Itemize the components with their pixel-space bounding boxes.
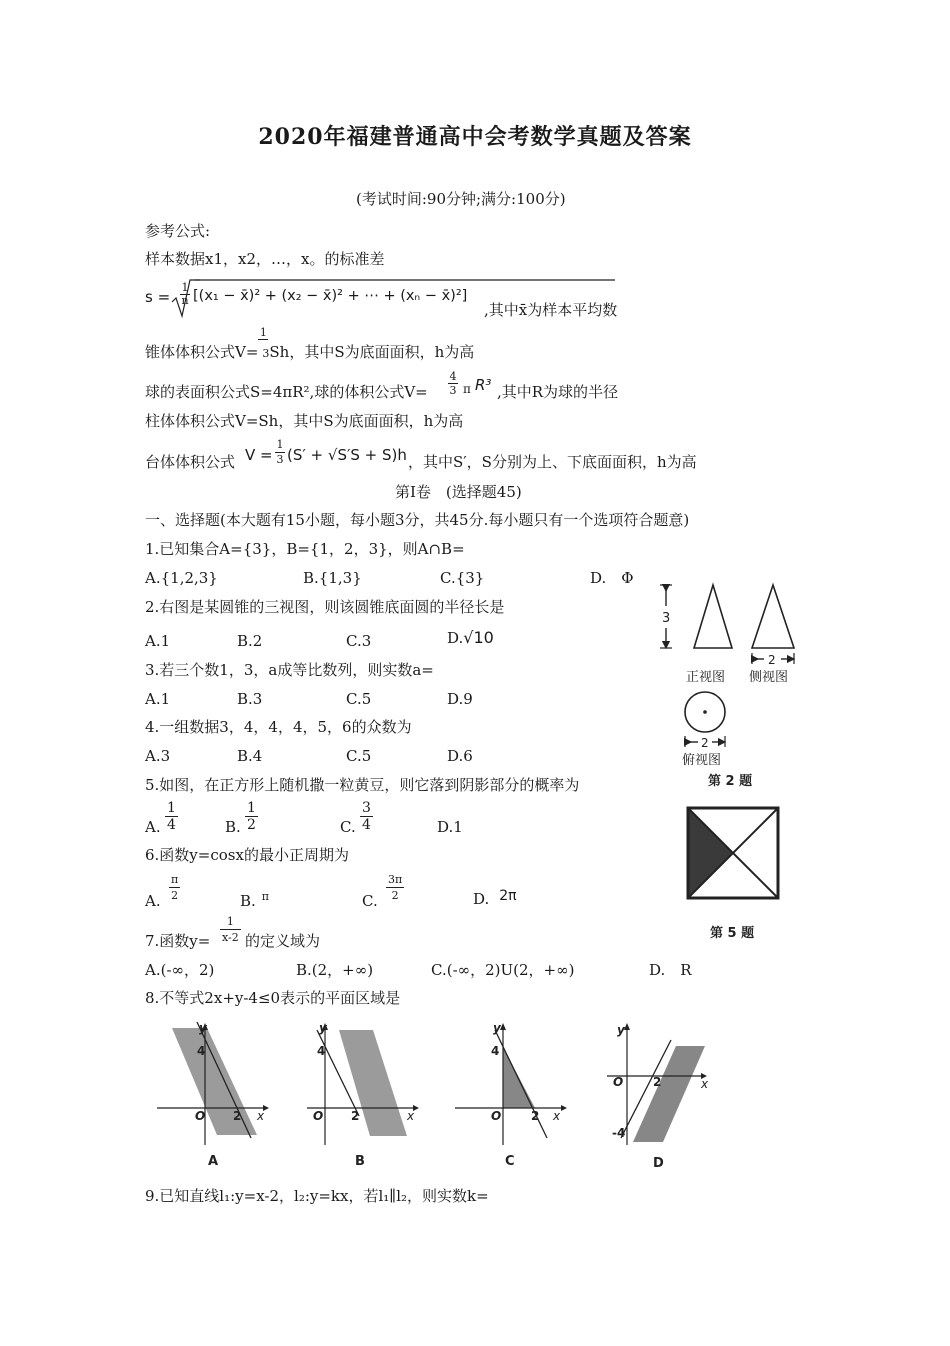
- q4-stem: 4.一组数据3，4，4，4，5，6的众数为: [145, 718, 412, 736]
- q2-option-b: B.2: [237, 632, 263, 650]
- fig8-b-label: B: [355, 1154, 365, 1169]
- q6-d-pre: D.: [473, 890, 490, 908]
- q2-option-a: A.1: [145, 632, 171, 650]
- q6-a-frac: [169, 872, 180, 903]
- sphere-den: 3: [449, 384, 457, 397]
- fig2-front-label: 正视图: [686, 670, 726, 685]
- fig8-d-x: x: [701, 1077, 709, 1091]
- q4-option-c: C.5: [346, 747, 372, 765]
- q3-stem: 3.若三个数1，3，a成等比数列，则实数a=: [145, 661, 434, 679]
- q5-b-den: 2: [247, 817, 256, 833]
- figure-2: [650, 578, 810, 788]
- q6-d-val: 2π: [499, 888, 517, 904]
- exam-info: (考试时间:90分钟;满分:100分): [356, 190, 566, 208]
- fig8-panel-b: [307, 1021, 419, 1169]
- section-title: 一、选择题(本大题有15小题，每小题3分，共45分.每小题只有一个选项符合题意): [145, 511, 690, 529]
- cone-post: Sh，其中S为底面面积，h为高: [269, 343, 475, 361]
- q5-b-num: 1: [247, 800, 256, 816]
- page-title: 2020年福建普通高中会考数学真题及答案: [258, 124, 692, 150]
- fig8-c-tick-y: 4: [491, 1044, 500, 1058]
- q1-stem: 1.已知集合A={3}，B={1，2，3}，则A∩B=: [145, 540, 465, 558]
- q9-stem: 9.已知直线l₁:y=x-2，l₂:y=kx，若l₁∥l₂，则实数k=: [145, 1187, 489, 1205]
- sphere-r3: R³: [475, 376, 492, 394]
- fig8-c-o: O: [491, 1109, 502, 1123]
- q2-d-pre: D.: [447, 629, 464, 647]
- q5-c-frac: [360, 800, 373, 833]
- q1-option-c: C.{3}: [440, 569, 485, 587]
- sd-frac-num: 1: [181, 281, 189, 294]
- sphere-frac: [448, 370, 458, 397]
- frustum-den: 3: [276, 453, 284, 466]
- q6-a-num: π: [171, 873, 179, 886]
- fig2-caption: 第 2 题: [708, 774, 753, 788]
- q2-option-d: [447, 629, 494, 647]
- q6-a-pre: A.: [145, 892, 161, 910]
- fig8-b-tick-x: 2: [351, 1109, 360, 1123]
- q2-stem: 2.右图是某圆锥的三视图，则该圆锥底面圆的半径长是: [145, 598, 505, 616]
- cone-num: 1: [259, 326, 267, 339]
- cone-formula: [145, 326, 475, 363]
- fig8-a-y: y: [199, 1021, 207, 1035]
- fig8-c-x: x: [553, 1109, 561, 1123]
- q5-a-pre: A.: [145, 818, 161, 836]
- figure-8: [145, 1020, 735, 1175]
- fig8-c-y: y: [493, 1021, 501, 1035]
- sd-lhs: s =: [145, 288, 171, 306]
- fig8-panel-d: [607, 1023, 709, 1171]
- frustum-v: V =: [245, 446, 273, 464]
- fig2-top-label: 俯视图: [682, 753, 722, 768]
- part-title: 第Ⅰ卷 (选择题45): [395, 483, 522, 501]
- q5-c-num: 3: [362, 800, 371, 816]
- fig8-d-tick-x: 2: [653, 1075, 662, 1089]
- q1-option-d: D. Φ: [590, 569, 634, 587]
- q6-b-val: π: [261, 890, 270, 903]
- q4-option-d: D.6: [447, 747, 473, 765]
- q6-stem: 6.函数y=cosx的最小正周期为: [145, 846, 349, 864]
- q5-c-den: 4: [362, 817, 371, 833]
- frustum-pre: 台体体积公式: [145, 453, 236, 471]
- q5-stem: 5.如图，在正方形上随机撒一粒黄豆，则它落到阴影部分的概率为: [145, 776, 580, 794]
- fig8-a-label: A: [208, 1154, 219, 1169]
- q6-option-b: [240, 892, 269, 912]
- cone-pre: 锥体体积公式V=: [145, 343, 259, 361]
- q2-d-val: √10: [463, 628, 494, 647]
- q5-c-pre: C.: [340, 818, 356, 836]
- q2-option-c: C.3: [346, 632, 372, 650]
- fig2-width-label: 2: [768, 653, 776, 667]
- q6-c-pre: C.: [362, 892, 378, 910]
- q5-a-num: 1: [167, 800, 176, 816]
- fig8-a-tick-x: 2: [233, 1109, 242, 1123]
- q8-stem: 8.不等式2x+y-4≤0表示的平面区域是: [145, 989, 401, 1007]
- sphere-post: ,其中R为球的半径: [497, 383, 619, 401]
- fig8-b-x: x: [407, 1109, 415, 1123]
- cone-frac: [258, 326, 270, 361]
- figure-5: [680, 800, 790, 945]
- q5-b-frac: [245, 800, 258, 833]
- q6-b-pre: B.: [240, 892, 256, 910]
- fig2-side-label: 侧视图: [749, 670, 789, 685]
- sd-body: [(x₁ − x̄)² + (x₂ − x̄)² + ⋯ + (xₙ − x̄)²]: [193, 288, 468, 304]
- q7-stem-pre: 7.函数y=: [145, 932, 211, 950]
- q6-a-den: 2: [171, 889, 179, 902]
- cone-den: 3: [262, 347, 270, 360]
- sphere-num: 4: [449, 370, 457, 383]
- q6-c-den: 2: [391, 889, 399, 902]
- q7-option-c: C.(-∞，2)U(2，+∞): [431, 961, 575, 979]
- q4-option-a: A.3: [145, 747, 171, 765]
- q5-a-den: 4: [167, 817, 176, 833]
- fig5-shaded-triangle: [688, 808, 733, 898]
- fig8-panel-c: [455, 1021, 567, 1169]
- sd-frac: [180, 282, 190, 307]
- fig2-height-label: 3: [662, 611, 671, 626]
- q5-b-pre: B.: [225, 818, 241, 836]
- fig8-a-o: O: [195, 1109, 206, 1123]
- q3-option-a: A.1: [145, 690, 171, 708]
- fig8-d-label: D: [653, 1156, 664, 1171]
- fig8-b-y: y: [319, 1021, 327, 1035]
- fig8-c-label: C: [505, 1154, 515, 1169]
- fig8-panel-a: [157, 1021, 269, 1169]
- fig8-c-tick-x: 2: [531, 1109, 540, 1123]
- frustum-num: 1: [276, 438, 284, 451]
- q7-option-a: A.(-∞，2): [145, 961, 215, 979]
- q7-frac-num: 1: [220, 914, 241, 930]
- fig8-b-o: O: [313, 1109, 324, 1123]
- prism-formula: 柱体体积公式V=Sh，其中S为底面面积，h为高: [145, 412, 464, 430]
- frustum-post: ，其中S′，S分别为上、下底面面积，h为高: [408, 453, 697, 471]
- q1-option-b: B.{1,3}: [303, 569, 362, 587]
- q7-frac: [220, 914, 241, 945]
- q7-stem-post: 的定义域为: [245, 932, 321, 950]
- q7-option-b: B.(2，+∞): [296, 961, 374, 979]
- q3-option-d: D.9: [447, 690, 473, 708]
- q5-option-d: D.1: [437, 818, 463, 836]
- q7-option-d: D. R: [649, 961, 692, 979]
- fig2-top-width-label: 2: [701, 736, 709, 750]
- fig8-b-tick-y: 4: [317, 1044, 326, 1058]
- q1-option-a: A.{1,2,3}: [145, 569, 218, 587]
- frustum-body: (S′ + √S′S + S)h: [287, 446, 407, 464]
- q6-c-frac: [386, 872, 404, 903]
- q5-a-frac: [165, 800, 178, 833]
- fig2-side-triangle: [752, 585, 794, 648]
- sphere-pre: 球的表面积公式S=4πR²,球的体积公式V=: [145, 383, 428, 401]
- frustum-frac: [275, 438, 285, 467]
- q6-c-num: 3π: [388, 873, 403, 886]
- radical-bar: [195, 278, 615, 282]
- fig2-front-triangle: [694, 585, 732, 648]
- sd-label: 样本数据x1，x2，…，x。的标准差: [145, 250, 385, 268]
- fig5-caption: 第 5 题: [710, 926, 755, 941]
- sd-frac-den: n: [181, 294, 189, 307]
- q7-frac-den: x-2: [222, 931, 239, 944]
- fig8-d-o: O: [613, 1075, 624, 1089]
- fig8-a-tick-y: 4: [197, 1044, 206, 1058]
- fig8-d-y: y: [617, 1023, 625, 1037]
- q3-option-c: C.5: [346, 690, 372, 708]
- formulas-heading: 参考公式:: [145, 222, 211, 240]
- q6-option-d: [473, 890, 517, 909]
- q3-option-b: B.3: [237, 690, 263, 708]
- fig8-a-x: x: [257, 1109, 265, 1123]
- sphere-pi: π: [463, 382, 471, 396]
- sd-note: ,其中x̄为样本平均数: [484, 301, 618, 319]
- q4-option-b: B.4: [237, 747, 263, 765]
- fig8-d-tick-y: -4: [612, 1126, 626, 1140]
